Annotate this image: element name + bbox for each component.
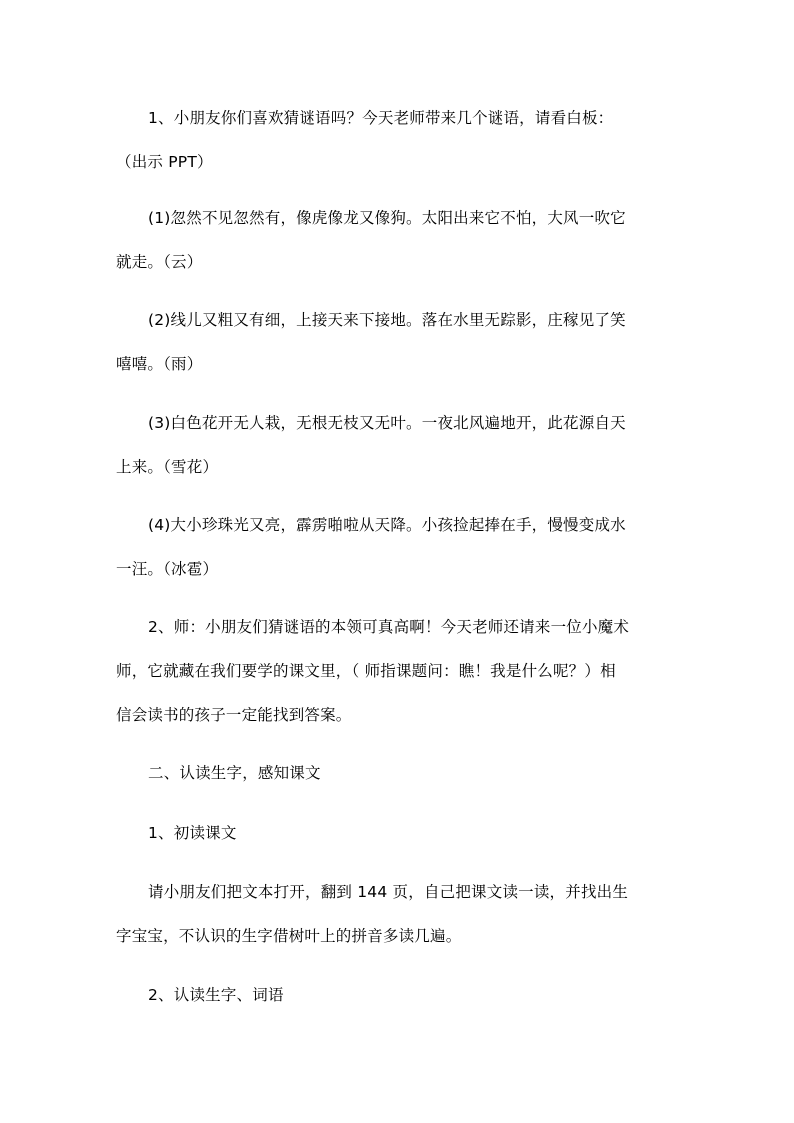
text-line: 上来。（雪花） [116,458,219,476]
text-line: 字宝宝，不认识的生字借树叶上的拼音多读几遍。 [116,927,462,945]
text-line: 请小朋友们把文本打开，翻到 144 页，自己把课文读一读，并找出生 [148,883,629,901]
text-line: (1)忽然不见忽然有，像虎像龙又像狗。太阳出来它不怕，大风一吹它 [148,209,626,227]
text-line: 信会读书的孩子一定能找到答案。 [116,706,352,724]
paragraph-riddle-1 [116,196,676,284]
text-line: (2)线儿又粗又有细，上接天来下接地。落在水里无踪影，庄稼见了笑 [148,311,626,329]
text-line: 师，它就藏在我们要学的课文里，（ 师指课题问：瞧！我是什么呢？）相 [116,662,616,680]
text-line: 一汪。（冰雹） [116,560,219,578]
text-line: (3)白色花开无人栽，无根无枝又无叶。一夜北风遍地开，此花源自天 [148,414,626,432]
text-line: 嘻嘻。（雨） [116,355,203,373]
paragraph-riddle-4 [116,503,676,591]
subsection-heading-vocabulary [116,973,676,1017]
subsection-heading-first-reading [116,811,676,855]
paragraph-teacher-intro [116,605,676,737]
text-line: 就走。（云） [116,253,203,271]
text-line: 2、认读生字、词语 [148,986,284,1004]
text-line: 1、小朋友你们喜欢猜谜语吗？今天老师带来几个谜语，请看白板： [148,109,614,127]
text-line: 2、师：小朋友们猜谜语的本领可真高啊！今天老师还请来一位小魔术 [148,618,630,636]
paragraph-riddle-3 [116,401,676,489]
text-line: 1、初读课文 [148,824,237,842]
section-heading [116,751,676,795]
paragraph-reading-instruction [116,870,676,958]
paragraph-riddle-intro [116,96,676,184]
text-line: （出示 PPT） [116,153,213,171]
text-line: 二、认读生字，感知课文 [148,764,321,782]
text-line: (4)大小珍珠光又亮，霹雳啪啦从天降。小孩捡起捧在手，慢慢变成水 [148,516,626,534]
paragraph-riddle-2 [116,298,676,386]
